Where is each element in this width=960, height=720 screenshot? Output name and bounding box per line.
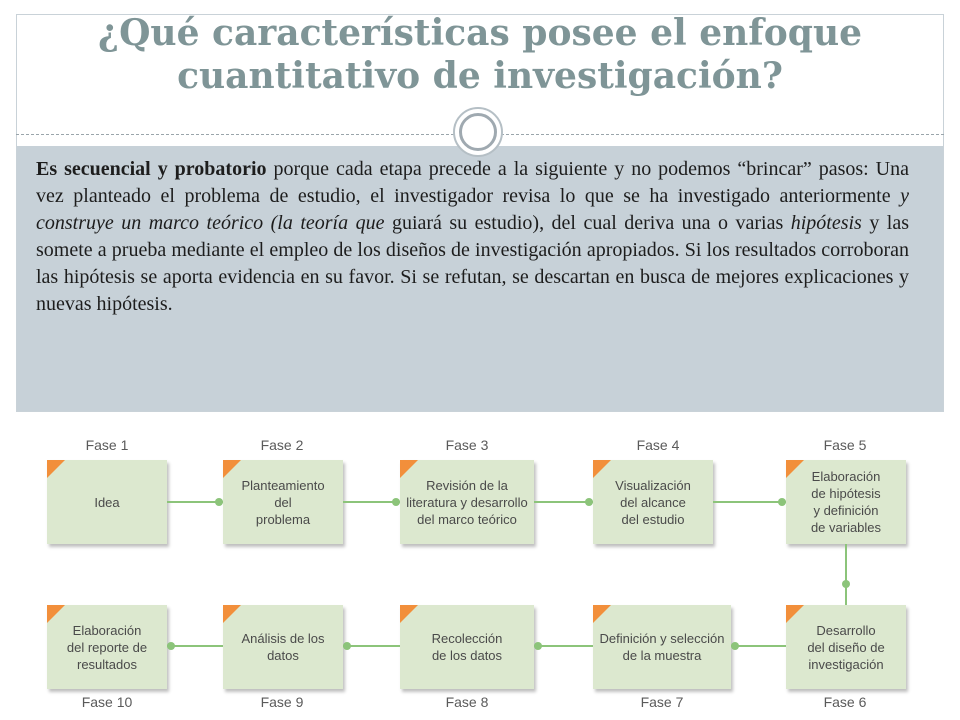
phase-label-5: Fase 5 — [823, 437, 867, 453]
phase-label-2: Fase 2 — [260, 437, 304, 453]
phase-box-5 — [786, 460, 906, 544]
phase-text-5: Elaboración de hipótesis y definición de variables — [810, 469, 882, 535]
phase-box-6 — [786, 605, 906, 689]
phase-box-9 — [223, 605, 343, 689]
body-text-3: y las somete a prueba mediante el empleo de los diseños de investigación apropiados. Si los resultados corroboran las hipótesis se aporta evidencia en su favor. Si se refutan, se descartan en busca de mejores explicaciones y nuevas hipótesis. — [36, 212, 910, 315]
connector-8-9 — [343, 645, 400, 647]
body-bold-lead: Es secuencial y probatorio — [36, 158, 267, 180]
phase-box-7 — [593, 605, 731, 689]
body-text-1: porque cada etapa precede a la siguiente y no podemos “brincar” pasos: Una vez planteado el problema de estudio, el investigador revisa lo que se ha investigado anteriormente — [36, 158, 909, 207]
phase-box-1 — [47, 460, 167, 544]
connector-5-6 — [845, 544, 847, 605]
connector-9-10 — [167, 645, 223, 647]
phase-text-6: Desarrollo del diseño de investigación — [807, 622, 885, 672]
phase-text-9: Análisis de los datos — [241, 631, 325, 663]
phase-label-6: Fase 6 — [823, 694, 867, 710]
connector-3-4 — [534, 501, 593, 503]
phase-box-3 — [400, 460, 534, 544]
phase-label-7: Fase 7 — [640, 694, 684, 710]
phase-label-1: Fase 1 — [85, 437, 129, 453]
connector-6-7 — [731, 645, 786, 647]
phase-text-8: Recolección de los datos — [431, 631, 503, 663]
connector-1-2 — [167, 501, 223, 503]
phase-label-10: Fase 10 — [81, 694, 133, 710]
connector-4-5 — [713, 501, 786, 503]
phase-box-10 — [47, 605, 167, 689]
phase-label-8: Fase 8 — [445, 694, 489, 710]
phase-text-2: Planteamiento del problema — [241, 477, 325, 527]
phase-box-8 — [400, 605, 534, 689]
phase-text-10: Elaboración del reporte de resultados — [66, 622, 148, 672]
phase-text-4: Visualización del alcance del estudio — [615, 477, 691, 527]
slide-title: ¿Qué características posee el enfoque cuantitativo de investigación? — [97, 12, 863, 97]
phase-text-3: Revisión de la literatura y desarrollo del marco teórico — [406, 477, 528, 527]
phase-box-4 — [593, 460, 713, 544]
connector-2-3 — [343, 501, 400, 503]
phase-text-1: Idea — [94, 494, 120, 510]
phase-label-3: Fase 3 — [445, 437, 489, 453]
body-text-2: guiará su estudio), del cual deriva una o varias — [384, 212, 791, 234]
circle-ornament-icon — [453, 107, 503, 157]
phase-box-2 — [223, 460, 343, 544]
phase-text-7: Definición y selección de la muestra — [599, 631, 725, 663]
body-paragraph — [36, 156, 909, 318]
phase-label-4: Fase 4 — [636, 437, 680, 453]
body-italic-1: y construye un marco teórico (la teoría que — [36, 185, 909, 234]
phase-label-9: Fase 9 — [260, 694, 304, 710]
body-italic-2: hipótesis — [790, 212, 862, 234]
connector-7-8 — [534, 645, 593, 647]
